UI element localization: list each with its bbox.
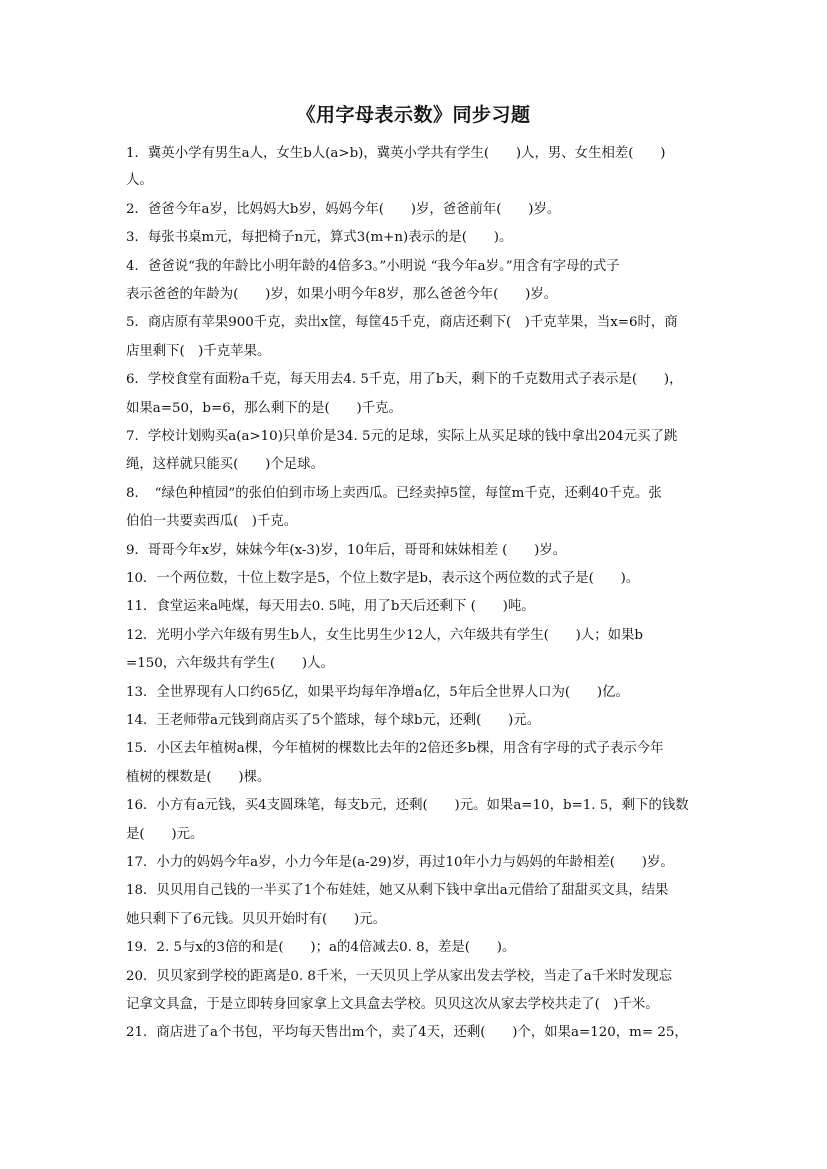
question-line: 17．小力的妈妈今年a岁，小力今年是(a-29)岁，再过10年小力与妈妈的年龄相差( )岁。: [126, 855, 674, 870]
question-line: 植树的棵数是( )棵。: [126, 770, 271, 785]
question-line: 记拿文具盒，于是立即转身回家拿上文具盒去学校。贝贝这次从家去学校共走了( )千米。: [126, 997, 659, 1012]
question-line: 是( )元。: [126, 827, 204, 842]
question-line: 2．爸爸今年a岁，比妈妈大b岁，妈妈今年( )岁，爸爸前年( )岁。: [126, 202, 561, 217]
question-line: 5．商店原有苹果900千克，卖出x筐，每筐45千克，商店还剩下( )千克苹果，当x=6时，商: [126, 315, 678, 330]
question-line: 9．哥哥今年x岁，妹妹今年(x-3)岁，10年后，哥哥和妹妹相差 ( )岁。: [126, 543, 567, 558]
question-line: 4．爸爸说“我的年龄比小明年龄的4倍多3。”小明说 “我今年a岁。”用含有字母的式子: [126, 259, 620, 274]
question-line: 表示爸爸的年龄为( )岁，如果小明今年8岁，那么爸爸今年( )岁。: [126, 287, 558, 302]
question-line: 绳，这样就只能买( )个足球。: [126, 457, 324, 472]
question-line: 18．贝贝用自己钱的一半买了1个布娃娃，她又从剩下钱中拿出a元借给了甜甜买文具，结果: [126, 883, 669, 898]
question-line: 店里剩下( )千克苹果。: [126, 344, 271, 359]
question-line: 如果a=50，b=6，那么剩下的是( )千克。: [126, 401, 402, 416]
question-line: 6．学校食堂有面粉a千克，每天用去4. 5千克，用了b天，剩下的千克数用式子表示是( )，: [126, 372, 683, 387]
question-line: 15．小区去年植树a棵，今年植树的棵数比去年的2倍还多b棵，用含有字母的式子表示今年: [126, 741, 664, 756]
question-line: 16．小方有a元钱，买4支圆珠笔，每支b元，还剩( )元。如果a=10，b=1. 5，剩下的钱数: [126, 798, 689, 813]
question-line: 她只剩下了6元钱。贝贝开始时有( )元。: [126, 912, 386, 927]
question-line: 20．贝贝家到学校的距离是0. 8千米，一天贝贝上学从家出发去学校，当走了a千米时发现忘: [126, 969, 673, 984]
question-line: 14．王老师带a元钱到商店买了5个篮球，每个球b元，还剩( )元。: [126, 713, 541, 728]
question-line: 13．全世界现有人口约65亿，如果平均每年净增a亿，5年后全世界人口为( )亿。: [126, 685, 629, 700]
question-line: 11．食堂运来a吨煤，每天用去0. 5吨，用了b天后还剩下 ( )吨。: [126, 599, 535, 614]
question-line: 12．光明小学六年级有男生b人，女生比男生少12人，六年级共有学生( )人；如果b: [126, 628, 643, 643]
question-line: 伯伯一共要卖西瓜( )千克。: [126, 514, 298, 529]
question-line: 7．学校计划购买a(a>10)只单价是34. 5元的足球，实际上从买足球的钱中拿出204元买了跳: [126, 429, 678, 444]
question-line: =150，六年级共有学生( )人。: [126, 656, 334, 671]
question-line: 21．商店进了a个书包，平均每天售出m个，卖了4天，还剩( )个，如果a=120，m= 25，: [126, 1025, 688, 1040]
question-line: 8． “绿色种植园”的张伯伯到市场上卖西瓜。已经卖掉5筐，每筐m千克，还剩40千克。张: [126, 486, 662, 501]
document-title: 《用字母表示数》同步习题: [296, 104, 531, 126]
question-line: 1．冀英小学有男生a人，女生b人(a>b)，冀英小学共有学生( )人，男、女生相差( ): [126, 146, 666, 161]
question-line: 19．2. 5与x的3倍的和是( )；a的4倍减去0. 8，差是( )。: [126, 940, 516, 955]
question-line: 人。: [126, 173, 153, 188]
question-line: 10．一个两位数，十位上数字是5，个位上数字是b，表示这个两位数的式子是( )。: [126, 571, 640, 586]
question-line: 3．每张书桌m元，每把椅子n元，算式3(m+n)表示的是( )。: [126, 230, 513, 245]
